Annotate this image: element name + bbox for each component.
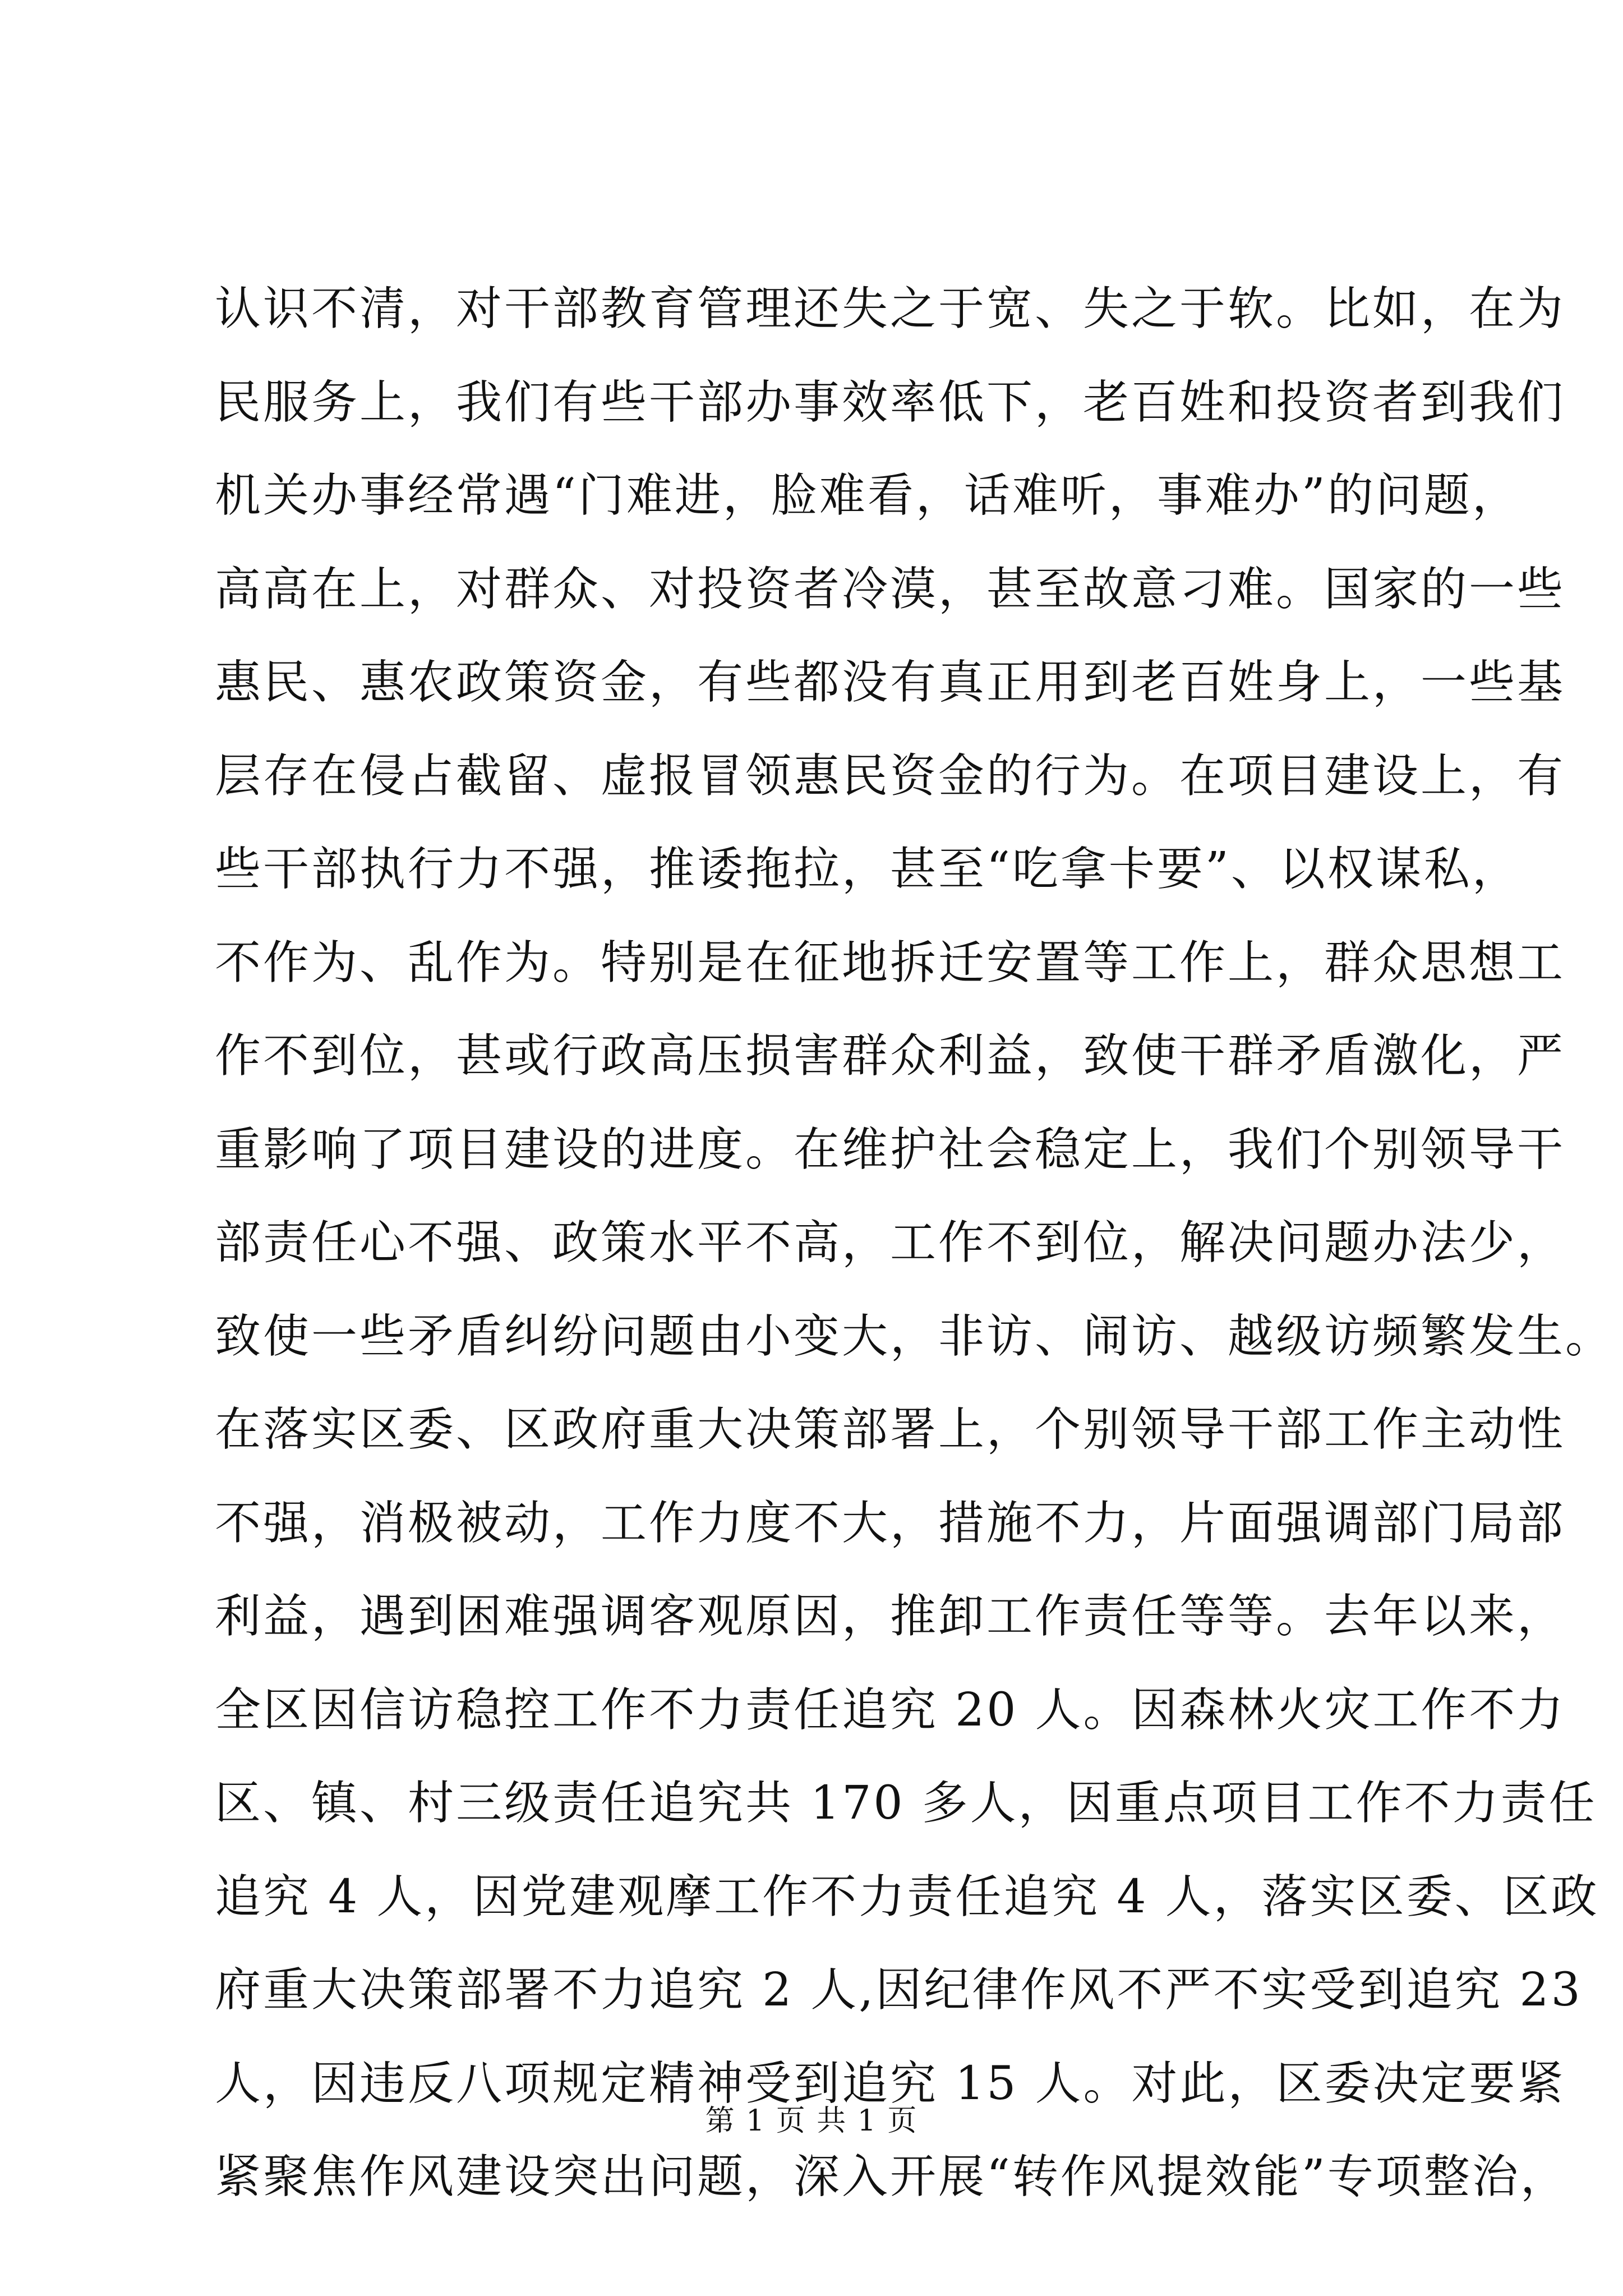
text-line: 人，因违反八项规定精神受到追究 15 人。对此，区委决定要紧 bbox=[215, 2056, 1566, 2110]
text-line: 些干部执行力不强，推诿拖拉，甚至“吃拿卡要”、以权谋私， bbox=[215, 843, 1520, 896]
page-number: 第 1 页 共 1 页 bbox=[705, 2104, 918, 2138]
text-line: 机关办事经常遇“门难进，脸难看，话难听，事难办”的问题， bbox=[215, 469, 1520, 522]
page-footer bbox=[0, 2097, 1623, 2139]
text-line: 不作为、乱作为。特别是在征地拆迁安置等工作上，群众思想工 bbox=[215, 936, 1566, 990]
text-line: 部责任心不强、政策水平不高，工作不到位，解决问题办法少， bbox=[215, 1216, 1566, 1269]
text-line: 作不到位，甚或行政高压损害群众利益，致使干群矛盾激化，严 bbox=[215, 1029, 1566, 1083]
text-line: 惠民、惠农政策资金，有些都没有真正用到老百姓身上，一些基 bbox=[215, 656, 1566, 709]
text-line: 民服务上，我们有些干部办事效率低下，老百姓和投资者到我们 bbox=[215, 375, 1566, 429]
text-line: 利益，遇到困难强调客观原因，推卸工作责任等等。去年以来， bbox=[215, 1590, 1566, 1643]
text-line: 紧聚焦作风建设突出问题，深入开展“转作风提效能”专项整治， bbox=[215, 2150, 1569, 2203]
text-line: 在落实区委、区政府重大决策部署上，个别领导干部工作主动性 bbox=[215, 1403, 1566, 1456]
text-line: 层存在侵占截留、虚报冒领惠民资金的行为。在项目建设上，有 bbox=[215, 749, 1566, 803]
text-line: 不强，消极被动，工作力度不大，措施不力，片面强调部门局部 bbox=[215, 1496, 1566, 1550]
text-line: 区、镇、村三级责任追究共 170 多人，因重点项目工作不力责任 bbox=[215, 1777, 1597, 1830]
text-line: 追究 4 人，因党建观摩工作不力责任追究 4 人，落实区委、区政 bbox=[215, 1870, 1599, 1924]
text-line: 全区因信访稳控工作不力责任追究 20 人。因森林火灾工作不力 bbox=[215, 1683, 1566, 1737]
text-line: 致使一些矛盾纠纷问题由小变大，非访、闹访、越级访频繁发生。 bbox=[215, 1309, 1614, 1363]
text-line: 重影响了项目建设的进度。在维护社会稳定上，我们个别领导干 bbox=[215, 1122, 1566, 1176]
text-line: 认识不清，对干部教育管理还失之于宽、失之于软。比如，在为 bbox=[215, 282, 1566, 335]
body-text bbox=[215, 263, 1614, 2224]
text-line: 府重大决策部署不力追究 2 人,因纪律作风不严不实受到追究 23 bbox=[215, 1963, 1583, 2017]
text-line: 高高在上，对群众、对投资者冷漠，甚至故意刁难。国家的一些 bbox=[215, 562, 1566, 616]
